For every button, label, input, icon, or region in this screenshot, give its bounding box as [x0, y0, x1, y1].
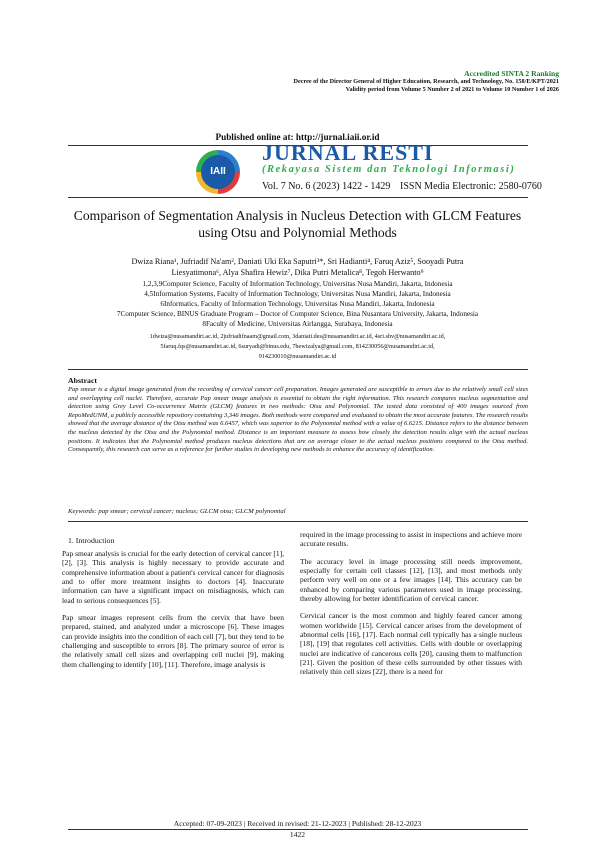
accreditation-title: Accredited SINTA 2 Ranking: [464, 69, 559, 78]
left-column: [62, 549, 284, 677]
authors-line-2: Liesyatimona⁶, Alya Shafira Hewiz⁷, Dika Putri Metalica⁸, Tegoh Herwanto⁹: [171, 268, 424, 277]
affiliation-3: 6Informatics, Faculty of Information Technology, Universitas Nusa Mandiri, Jakarta, Indonesia: [160, 300, 435, 308]
logo-text: IAII: [201, 155, 235, 189]
journal-name: JURNAL RESTI: [262, 140, 434, 165]
abstract-heading: Abstract: [68, 376, 98, 385]
left-paragraph-2: Pap smear images represent cells from the cervix that have been prepared, stained, and analyzed under a microscope [6]. These images can provide insights into the condition of each cell [7], but they tend to be challenging and susceptible to errors [8]. The primary source of error is the relatively small cell sizes and overlapping cell nuclei [9], making them challenging to identify [10], [11]. Therefore, image analysis is: [62, 613, 284, 669]
affiliation-4: 7Computer Science, BINUS Graduate Program – Doctor of Computer Science, Bina Nusantara University, Jakarta, Indonesia: [116, 310, 479, 318]
affiliation-5: 8Faculty of Medicine, Universitas Airlangga, Surabaya, Indonesia: [202, 320, 393, 328]
accreditation-decree: Decree of the Director General of Higher Education, Research, and Technology, No. 158/E/KPT/2021: [293, 78, 559, 85]
right-paragraph-1: required in the image processing to assist in inspections and achieve more accurate results.: [300, 530, 522, 549]
journal-subtitle: (Rekayasa Sistem dan Teknologi Informasi): [262, 164, 516, 175]
journal-logo: [196, 150, 240, 194]
right-paragraph-2: The accuracy level in image processing still needs improvement, especially for certain cell classes [12], [13], and most methods only perform very well on one or a few images [14]. This accuracy can be enhanced by comparing various parameters used in image processing, thereby allowing for better identification of cervical cancer.: [300, 556, 522, 604]
journal-volume: Vol. 7 No. 6 (2023) 1422 - 1429: [262, 181, 391, 192]
accreditation-block: [294, 70, 559, 94]
email-line-2[interactable]: 5faruq.fqs@nusamandiri.ac.id, 6suryadi@binus.edu, 7hewizalya@gmail.com, 814230056@nusamandiri.ac.id,: [160, 343, 435, 350]
authors-line-1: Dwiza Riana¹, Jufriadif Na'am², Daniati Uki Eka Saputri³*, Sri Hadianti⁴, Faruq Aziz⁵, Sooyadi Putra: [131, 257, 464, 266]
keywords: Keywords: pap smear; cervical cancer; nucleus; GLCM otsu; GLCM polynomial: [68, 508, 286, 515]
affiliation-2: 4,5Information Systems, Faculty of Information Technology, Universitas Nusa Mandiri, Jakarta, Indonesia: [144, 290, 451, 298]
abstract-top-rule: [68, 369, 528, 370]
affiliation-1: 1,2,3,9Computer Science, Faculty of Information Technology, Universitas Nusa Mandiri, Jakarta, Indonesia: [142, 280, 453, 288]
footer-dates: Accepted: 07-09-2023 | Received in revised: 21-12-2023 | Published: 28-12-2023: [173, 819, 422, 828]
right-paragraph-3: Cervical cancer is the most common and highly feared cancer among women worldwide [15]. Cervical cancer arises from the development of abnormal cells [16], [17]. Each normal cell typically has a single nucleus [18], [19] that regulates cell activities. Cells with double or overlapping nuclei are indicative of cancerous cells [20], causing them to malfunction [21]. Given the position of these cells surrounded by other tissues with relatively thin cell sizes [22], there is a need for: [300, 611, 522, 677]
email-line-1[interactable]: 1dwiza@nusamandiri.ac.id, 2jufriadifnaam@gmail.com, 3daniati.des@nusamandiri.ac.id, 4sri.shv@nusamandiri.ac.id,: [149, 333, 446, 340]
email-line-3[interactable]: 914230010@nusamandiri.ac.id: [258, 353, 337, 360]
journal-issn: ISSN Media Electronic: 2580-0760: [400, 181, 542, 192]
right-column: [300, 530, 522, 685]
header-bottom-rule: [68, 197, 528, 198]
published-online[interactable]: Published online at: http://jurnal.iaii.or.id: [215, 132, 380, 142]
abstract-text: Pap smear is a digital image generated from the recording of cervical cancer cell preparation. Images generated are susceptible to errors due to the relatively small cell sizes and overlapping cell nuclei. Therefore, accurate Pap smear image analysis is essential to obtain the right information. This research compares nucleus segmentation and detection using Grey Level Co-occurrence Matrix (GLCM) features in two methods: Otsu and Polynomial. The tested data consisted of 400 images sourced from RepoMedUNM, a publicly accessible repository containing 3,346 images. Both methods were compared and evaluated to obtain the most accurate features. The research results showed that the average distance of the Otsu method was 6.6457, which was superior to the Polynomial method with a value of 6.6215. Distance refers to the distance between the nucleus detected by the Otsu and the Polynomial method. Distance is an important measure to assess how closely the detection results align with the actual nucleus positions. It indicates that the Polynomial method produces nucleus detections that are on average closer to the actual nucleus positions compared to the Otsu method. Consequently, this research can serve as a reference for further studies in developing new methods to enhance the accuracy of identification.: [68, 386, 528, 454]
abstract-bottom-rule: [68, 521, 528, 522]
left-paragraph-1: Pap smear analysis is crucial for the early detection of cervical cancer [1], [2], [3]. This analysis is highly necessary to provide accurate and comprehensive information about a patient's cervical cancer for diagnosis and to offer more treatment insights to doctors [4]. Inaccurate information can have a significant impact on misdiagnosis, which can lead to serious consequences [5].: [62, 549, 284, 605]
page-number: 1422: [289, 830, 306, 839]
accreditation-validity: Validity period from Volume 5 Number 2 of 2021 to Volume 10 Number 1 of 2026: [345, 86, 559, 93]
section-heading-introduction: 1. Introduction: [68, 536, 115, 545]
paper-title: Comparison of Segmentation Analysis in Nucleus Detection with GLCM Features using Otsu and Polynomial Methods: [73, 208, 522, 240]
